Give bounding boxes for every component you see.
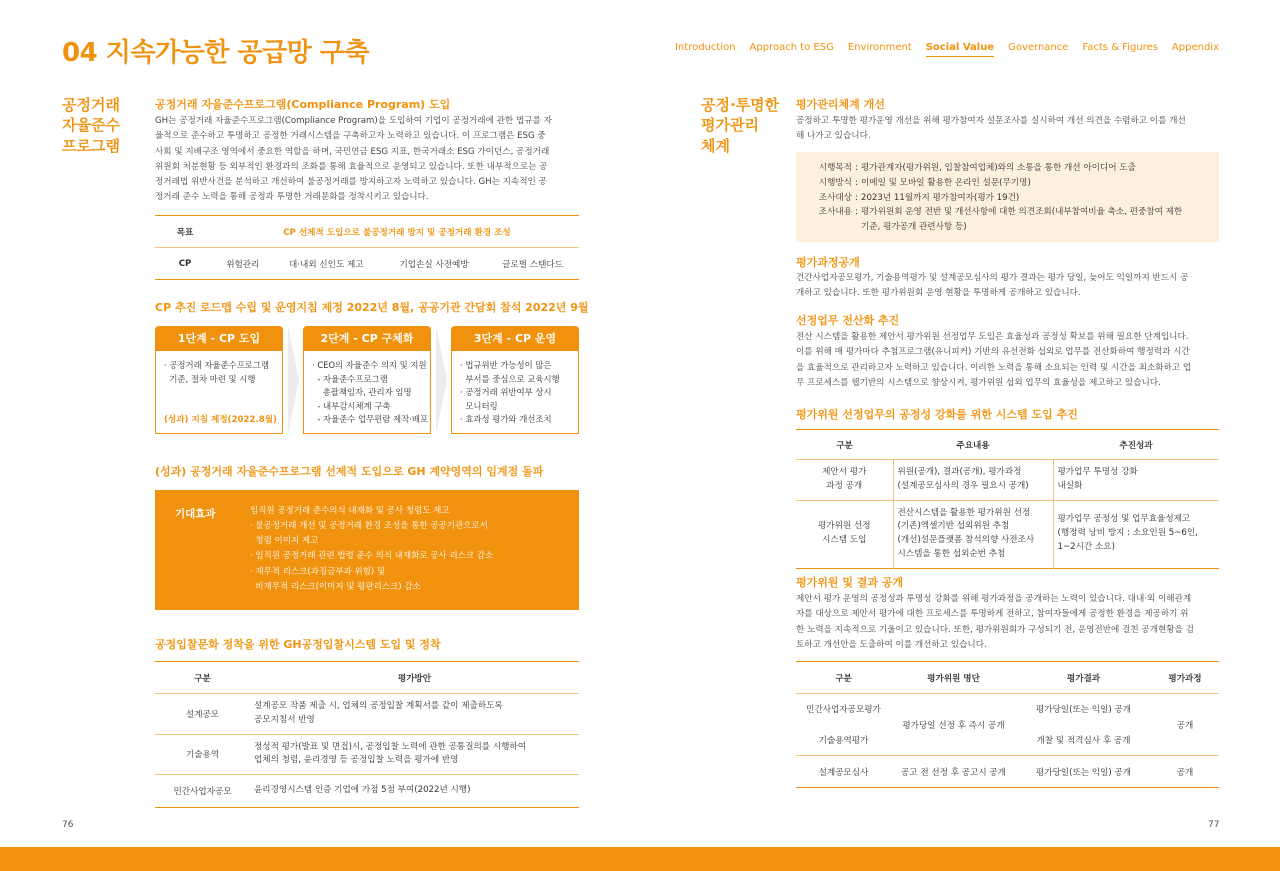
survey-value: 이메일 및 모바일 활용한 온라인 설문(무기명) <box>861 177 1031 188</box>
step-line: - 내부감시체계 구축 <box>312 400 391 411</box>
side-title-line: 평가관리 <box>701 116 759 135</box>
step-line: 모니터링 <box>460 400 498 411</box>
step-result: (성과) 지침 제정(2022.8월) <box>164 415 277 426</box>
nav-item-environment[interactable]: Environment <box>847 42 912 53</box>
cp-item: 위험관리 <box>215 248 271 280</box>
nav-item-governance[interactable]: Governance <box>1008 42 1069 53</box>
cell-line: (기존)엑셀기반 섭외위원 추첨 <box>897 521 1010 532</box>
cell-line: 1~2시간 소요) <box>1057 541 1115 552</box>
survey-row <box>808 205 1207 220</box>
survey-key: 조사대상 <box>818 192 852 203</box>
text-line: 자를 대상으로 제안서 평가에 대한 프로세스를 투명하게 전하고, 참여자들에게 공정한 환경을 제공하기 위 <box>796 609 1189 620</box>
table-cell <box>1053 500 1219 568</box>
table-cell: 공개 <box>1151 694 1219 756</box>
roadmap-step <box>155 326 283 434</box>
table-cell: 공개 <box>1151 756 1219 788</box>
step-line: - 자율준수 업무편람 제작·배포 <box>312 414 429 425</box>
table-cell <box>796 460 893 501</box>
intro-line: 정거래법 위반사건을 분석하고 개선하여 불공정거래를 방지하고자 노력하고 있습니다. GH는 지속적인 공 <box>155 177 547 188</box>
step-line: 기준, 절차 마련 및 시행 <box>164 373 256 384</box>
text-line: 한 노력을 지속적으로 기울이고 있습니다. 또한, 평가위원회가 구성되기 전, 운영전반에 걸친 공개현황을 검 <box>796 624 1194 635</box>
nav-item-introduction[interactable]: Introduction <box>674 42 736 53</box>
step-line: · 공정거래 위반여부 상시 <box>460 387 552 398</box>
intro-line: 사회 및 지배구조 영역에서 중요한 역할을 하며, 국민연금 ESG 지표, 한국거래소 ESG 가이던스, 공정거래 <box>155 146 550 157</box>
table-row <box>155 694 579 735</box>
cell-line: 시스템을 통한 섭외순번 추첨 <box>897 548 1006 559</box>
cell-line: (설계공모심사의 경우 필요시 공개) <box>897 480 1029 491</box>
survey-row <box>808 176 1207 191</box>
survey-value: 기준, 평가공개 관련사항 등) <box>861 222 967 233</box>
cell-line: 내실화 <box>1057 480 1083 491</box>
survey-colon: : <box>855 207 858 218</box>
cell-line: 위원(공개), 결과(공개), 평가과정 <box>897 467 1022 477</box>
col-header: 주요내용 <box>956 440 990 451</box>
survey-key: 조사내용 <box>818 207 852 218</box>
intro-line: GH는 공정거래 자율준수프로그램(Compliance Program)을 도입하여 기업이 공정거래에 관한 법규를 자 <box>155 116 552 126</box>
survey-value: 평가위원회 운영 전반 및 개선사항에 대한 의견조회(내부참여비율 축소, 편중참여 제한 <box>861 207 1183 218</box>
table-cell <box>796 500 893 568</box>
process-public-text <box>796 271 1220 302</box>
effect-line: · 재무적 리스크(과징금부과 위험) 및 <box>250 566 386 577</box>
eval-system-text <box>796 114 1220 145</box>
table-cell <box>893 500 1053 568</box>
step-line: - 자율준수프로그램 <box>312 373 388 384</box>
effect-lines <box>250 504 493 595</box>
step-body <box>155 351 283 434</box>
col-header: 평가위원 명단 <box>927 673 980 684</box>
digitize-text <box>796 330 1220 391</box>
step-line: 총괄책임자, 관리자 임명 <box>312 387 412 398</box>
survey-colon: : <box>855 177 858 188</box>
table-cell: 평가당일(또는 익일) 공개 <box>1016 694 1151 725</box>
survey-row <box>808 161 1207 176</box>
page-title: 04 지속가능한 공급망 구축 <box>62 38 369 68</box>
cell-line: 전산시스템을 활용한 평가위원 선정 <box>897 507 1031 518</box>
effect-line: 임직원 공정거래 준수의식 내재화 및 공사 청렴도 제고 <box>250 506 450 516</box>
nav-item-appendix[interactable]: Appendix <box>1171 42 1219 53</box>
text-line: 이를 위해 매 평가마다 추첨프로그램(유니피커) 기반의 유선전화 섭외로 업무를 전산화하여 행정력과 시간 <box>796 347 1190 358</box>
text-line: 제안서 평가 운영의 공정성과 투명성 강화를 위해 평가과정을 공개하는 노력이 있습니다. 대내·외 이해관계 <box>796 594 1192 604</box>
publication-table <box>796 661 1219 788</box>
col-header: 평가방안 <box>397 673 432 684</box>
survey-key: 시행방식 <box>818 177 852 188</box>
effect-label: 기대효과 <box>175 508 216 520</box>
step-line: · CEO의 자율준수 의지 및 지원 <box>312 360 427 370</box>
survey-key <box>808 220 852 235</box>
table-row <box>155 734 579 775</box>
page-number-left: 76 <box>62 820 74 830</box>
text-line: 토하고 개선안을 도출하여 이를 개선하고 있습니다. <box>796 639 987 650</box>
intro-line: 정거래 준수 노력을 통해 공정과 투명한 거래문화를 정착시키고 있습니다. <box>155 192 429 203</box>
intro-line: 율적으로 준수하고 투명하고 공정한 거래시스템을 구축하고자 노력하고 있습니다. 이 프로그램은 ESG 중 <box>155 131 546 142</box>
step-line: · 효과성 평가와 개선조치 <box>460 414 552 425</box>
chevron-right-icon <box>436 326 447 434</box>
text-line: 전산 시스템을 활용한 제안서 평가위원 선정업무 도입은 효율성과 공정성 확보를 위해 필요한 단계입니다. <box>796 332 1189 342</box>
chevron-right-icon <box>288 326 299 434</box>
roadmap-step <box>303 326 431 434</box>
intro-line: 위원회 처분현황 등 외부적인 환경과의 조화를 통해 효율적으로 운영되고 있습니다. 또한 내부적으로는 공 <box>155 161 548 172</box>
nav-item-approach-to-esg[interactable]: Approach to ESG <box>749 42 834 53</box>
digitize-heading: 선정업무 전산화 추진 <box>796 314 900 327</box>
cell-line: 과정 공개 <box>826 480 863 491</box>
step-line: · 공정거래 자율준수프로그램 <box>164 360 270 370</box>
table-cell: 민간사업자공모평가 <box>796 694 891 725</box>
result-heading: (성과) 공정거래 자율준수프로그램 선제적 도입으로 GH 계약영역의 임계점 돌파 <box>155 465 544 478</box>
table-cell: 설계공모 <box>155 694 250 735</box>
table-row <box>796 460 1219 501</box>
table-row <box>796 500 1219 568</box>
table-cell: 민간사업자공모 <box>155 775 250 808</box>
process-public-heading: 평가과정공개 <box>796 256 860 269</box>
survey-row <box>808 191 1207 206</box>
nav-item-social-value[interactable]: Social Value <box>926 42 994 57</box>
cp-item: 글로벌 스탠다드 <box>486 248 579 280</box>
publication-heading: 평가위원 및 결과 공개 <box>796 576 904 589</box>
bidding-table <box>155 661 579 808</box>
cell-line: 평가업무 투명성 강화 <box>1057 467 1138 477</box>
top-nav <box>675 42 1219 57</box>
table-cell: 기술용역 <box>155 734 250 775</box>
cell-line: 윤리경영시스템 인증 기업에 가점 5점 부여(2022년 시행) <box>254 785 471 796</box>
roadmap-steps <box>155 326 579 434</box>
side-title-line: 프로그램 <box>62 136 120 155</box>
roadmap-heading: CP 추진 로드맵 수립 및 운영지침 제정 2022년 8월, 공공기관 간담회 참석 2022년 9월 <box>155 301 589 314</box>
step-arrow <box>431 326 451 434</box>
step-title: 3단계 - CP 운영 <box>451 326 579 351</box>
table-cell: 평가당일 선정 후 즉시 공개 <box>891 694 1016 756</box>
survey-value: 평가관계자(평가위원, 입찰참여업체)와의 소통을 통한 개선 아이디어 도출 <box>861 163 1136 173</box>
table-cell <box>1053 460 1219 501</box>
survey-colon <box>852 220 861 235</box>
goal-value: CP 선제적 도입으로 불공정거래 방지 및 공정거래 환경 조성 <box>283 227 511 238</box>
table-cell: 평가당일(또는 익일) 공개 <box>1016 756 1151 788</box>
expected-effect-box <box>155 490 579 610</box>
side-title-line: 자율준수 <box>62 116 120 135</box>
cell-line: 공모지침서 반영 <box>254 714 315 725</box>
cell-line: 정성적 평가(발표 및 면접)시, 공정입찰 노력에 관한 공통질의를 시행하여 <box>254 741 527 752</box>
survey-row <box>808 220 1207 235</box>
goal-label: 목표 <box>176 227 194 238</box>
text-line: 공정하고 투명한 평가운영 개선을 위해 평가참여자 설문조사를 실시하여 개선 의견을 수렴하고 이를 개선 <box>796 116 1186 126</box>
cell-line: 업체의 청렴, 윤리경영 등 공정입찰 노력을 평가에 반영 <box>254 755 459 766</box>
eval-system-heading: 평가관리체계 개선 <box>796 98 885 111</box>
text-line: 개하고 있습니다. 또한 평가위원회 운영 현황을 투명하게 공개하고 있습니다. <box>796 288 1081 299</box>
text-line: 을 효율적으로 관리하고자 노력하고 있습니다. 이러한 노력을 통해 소요되는 인력 및 시간을 최소화하고 업 <box>796 362 1192 373</box>
text-line: 건간사업자공모평가, 기술용역평가 및 설계공모심사의 평가 결과는 평가 당일, 늦어도 익일까지 반드시 공 <box>796 273 1189 283</box>
side-title-line: 체계 <box>701 136 730 155</box>
side-title-line: 공정거래 <box>62 96 120 114</box>
survey-colon: : <box>855 163 858 173</box>
cp-item: 대·내외 신인도 제고 <box>271 248 382 280</box>
cell-line: 평가위원 선정 <box>817 521 871 532</box>
cp-heading: 공정거래 자율준수프로그램(Compliance Program) 도입 <box>155 98 451 111</box>
cp-intro-text <box>155 114 580 206</box>
effect-line: 청렴 이미지 제고 <box>250 536 319 547</box>
survey-value: 2023년 11월까지 평가참여자(평가 19건) <box>861 192 1020 203</box>
step-body <box>303 351 431 434</box>
table-cell <box>250 734 579 775</box>
col-header: 평가과정 <box>1168 673 1202 684</box>
effect-line: · 불공정거래 개선 및 공정거래 환경 조성을 통한 공공기관으로서 <box>250 521 488 532</box>
step-title: 2단계 - CP 구체화 <box>303 326 431 351</box>
cell-line: 시스템 도입 <box>822 535 867 545</box>
page-number-right: 77 <box>1208 820 1220 830</box>
survey-box <box>796 152 1219 242</box>
col-header: 추진성과 <box>1119 440 1153 451</box>
left-side-title <box>62 95 120 156</box>
cell-line: (개선)설문플랫폼 참석의향 사전조사 <box>897 535 1035 545</box>
col-header: 구분 <box>836 440 853 451</box>
table-cell: 공고 전 선정 후 공고시 공개 <box>891 756 1016 788</box>
effect-line: · 임직원 공정거래 관련 법령 준수 의식 내재화로 공사 리스크 감소 <box>250 551 494 562</box>
col-header: 평가결과 <box>1066 673 1101 684</box>
system-table <box>796 429 1219 569</box>
col-header: 구분 <box>835 673 852 684</box>
step-title: 1단계 - CP 도입 <box>155 326 283 351</box>
survey-colon: : <box>855 192 858 203</box>
cell-line: (행정력 낭비 방지 : 소요인원 5~6인, <box>1057 528 1198 539</box>
side-title-line: 공정·투명한 <box>701 96 780 114</box>
table-cell <box>250 775 579 808</box>
step-line: · 법규위반 가능성이 많은 <box>460 360 552 370</box>
goal-table <box>155 215 579 280</box>
text-line: 해 나가고 있습니다. <box>796 131 871 142</box>
bidding-heading: 공정입찰문화 정착을 위한 GH공정입찰시스템 도입 및 정착 <box>155 638 441 651</box>
cp-item: 기업손실 사전예방 <box>382 248 486 280</box>
right-side-title <box>701 95 779 156</box>
cell-line: 제안서 평가 <box>822 467 867 477</box>
nav-item-facts-figures[interactable]: Facts & Figures <box>1082 42 1158 53</box>
survey-key: 시행목적 <box>818 163 852 173</box>
cell-line: 평가업무 공정성 및 업무효율성제고 <box>1057 514 1191 525</box>
publication-text <box>796 592 1220 653</box>
table-cell: 설계공모심사 <box>796 756 891 788</box>
footer-bar <box>0 847 1280 871</box>
effect-line: 비재무적 리스크(이미지 및 평판리스크) 감소 <box>250 581 421 592</box>
step-body <box>451 351 579 434</box>
roadmap-step <box>451 326 579 434</box>
system-heading: 평가위원 선정업무의 공정성 강화를 위한 시스템 도입 추진 <box>796 408 1078 421</box>
cell-line: 설계공모 작품 제출 시, 업체의 공정입찰 계획서를 같이 제출하도록 <box>254 701 503 711</box>
step-arrow <box>283 326 303 434</box>
step-line: 부서를 중심으로 교육시행 <box>460 373 560 384</box>
text-line: 무 프로세스를 웹기반의 시스템으로 향상시켜, 평가위원 섭외 업무의 효율성을 제고하고 있습니다. <box>796 377 1161 388</box>
cp-label: CP <box>155 248 215 280</box>
col-header: 구분 <box>194 673 211 684</box>
table-cell <box>250 694 579 735</box>
table-row <box>155 775 579 808</box>
table-cell: 기술용역평가 <box>818 735 869 746</box>
table-cell: 개찰 및 적격심사 후 공개 <box>1036 735 1131 746</box>
table-cell <box>893 460 1053 501</box>
